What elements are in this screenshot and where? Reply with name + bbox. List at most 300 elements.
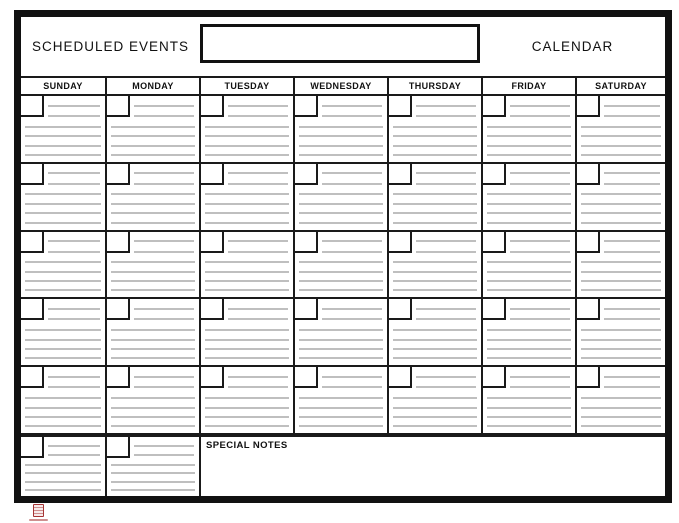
ruled-line xyxy=(48,376,100,378)
ruled-line xyxy=(111,271,195,273)
ruled-line xyxy=(25,126,101,128)
ruled-line xyxy=(205,193,289,195)
ruled-line xyxy=(487,212,571,214)
day-cell[interactable] xyxy=(389,232,483,298)
ruled-line xyxy=(510,308,570,310)
ruled-line xyxy=(487,416,571,418)
ruled-line xyxy=(416,308,476,310)
day-cell[interactable] xyxy=(577,96,665,162)
ruled-line xyxy=(205,348,289,350)
ruled-line xyxy=(111,472,195,474)
ruled-line xyxy=(416,115,476,117)
ruled-line xyxy=(111,212,195,214)
ruled-line xyxy=(134,115,194,117)
date-number-box[interactable] xyxy=(389,232,412,253)
ruled-line xyxy=(322,386,382,388)
ruled-line xyxy=(228,172,288,174)
ruled-line xyxy=(510,115,570,117)
ruled-line xyxy=(48,445,100,447)
ruled-line xyxy=(111,126,195,128)
ruled-line xyxy=(299,416,383,418)
date-number-box[interactable] xyxy=(21,232,44,253)
ruled-line xyxy=(228,251,288,253)
ruled-line xyxy=(322,308,382,310)
ruled-line xyxy=(205,329,289,331)
ruled-line xyxy=(393,425,477,427)
ruled-line xyxy=(25,289,101,291)
ruled-line xyxy=(299,145,383,147)
ruled-line xyxy=(205,203,289,205)
ruled-line xyxy=(134,251,194,253)
weekday-header-thursday xyxy=(389,78,483,94)
ruled-line xyxy=(487,289,571,291)
ruled-line xyxy=(25,261,101,263)
ruled-line xyxy=(393,397,477,399)
date-number-box[interactable] xyxy=(107,164,130,185)
weekday-header-row xyxy=(21,76,665,96)
ruled-line xyxy=(393,154,477,156)
date-number-box[interactable] xyxy=(577,367,600,388)
date-number-box[interactable] xyxy=(107,367,130,388)
brand-logo-text xyxy=(29,519,48,521)
ruled-line xyxy=(111,280,195,282)
date-number-box[interactable] xyxy=(295,299,318,320)
ruled-line xyxy=(581,348,661,350)
ruled-line xyxy=(510,376,570,378)
date-number-box[interactable] xyxy=(107,96,130,117)
ruled-line xyxy=(111,145,195,147)
ruled-line xyxy=(581,212,661,214)
week-row-2 xyxy=(21,164,665,232)
ruled-line xyxy=(393,145,477,147)
ruled-line xyxy=(299,357,383,359)
day-cell[interactable] xyxy=(21,232,107,298)
ruled-line xyxy=(134,386,194,388)
date-number-box[interactable] xyxy=(21,164,44,185)
ruled-line xyxy=(299,193,383,195)
day-cell[interactable] xyxy=(107,232,201,298)
ruled-line xyxy=(581,397,661,399)
special-notes-area[interactable] xyxy=(201,437,665,496)
day-cell[interactable] xyxy=(483,299,577,365)
ruled-line xyxy=(25,203,101,205)
date-number-box[interactable] xyxy=(389,96,412,117)
day-cell[interactable] xyxy=(107,299,201,365)
ruled-line xyxy=(111,481,195,483)
ruled-line xyxy=(604,386,660,388)
date-number-box[interactable] xyxy=(107,232,130,253)
ruled-line xyxy=(205,261,289,263)
day-cell[interactable] xyxy=(201,96,295,162)
ruled-line xyxy=(487,397,571,399)
day-cell[interactable] xyxy=(577,232,665,298)
month-name-box[interactable] xyxy=(200,24,480,63)
ruled-line xyxy=(111,222,195,224)
ruled-line xyxy=(25,397,101,399)
ruled-line xyxy=(604,251,660,253)
ruled-line xyxy=(487,193,571,195)
ruled-line xyxy=(581,126,661,128)
calendar-board xyxy=(14,10,672,503)
ruled-line xyxy=(299,135,383,137)
weekday-label: THURSDAY xyxy=(408,81,462,91)
date-number-box[interactable] xyxy=(577,299,600,320)
ruled-line xyxy=(25,271,101,273)
ruled-line xyxy=(48,454,100,456)
ruled-line xyxy=(48,240,100,242)
date-number-box[interactable] xyxy=(201,164,224,185)
date-number-box[interactable] xyxy=(21,367,44,388)
special-notes-label: SPECIAL NOTES xyxy=(206,440,288,451)
day-cell[interactable] xyxy=(201,164,295,230)
ruled-line xyxy=(205,126,289,128)
ruled-line xyxy=(25,416,101,418)
weekday-label: SATURDAY xyxy=(595,81,647,91)
day-cell[interactable] xyxy=(21,96,107,162)
ruled-line xyxy=(111,329,195,331)
ruled-line xyxy=(487,339,571,341)
date-number-box[interactable] xyxy=(107,437,130,458)
date-number-box[interactable] xyxy=(483,299,506,320)
ruled-line xyxy=(393,280,477,282)
ruled-line xyxy=(487,425,571,427)
ruled-line xyxy=(487,154,571,156)
ruled-line xyxy=(205,425,289,427)
ruled-line xyxy=(487,261,571,263)
date-number-box[interactable] xyxy=(201,232,224,253)
date-number-box[interactable] xyxy=(107,299,130,320)
ruled-line xyxy=(25,472,101,474)
ruled-line xyxy=(25,280,101,282)
day-cell[interactable] xyxy=(21,164,107,230)
ruled-line xyxy=(416,183,476,185)
ruled-line xyxy=(581,280,661,282)
ruled-line xyxy=(48,251,100,253)
ruled-line xyxy=(48,115,100,117)
ruled-line xyxy=(604,376,660,378)
weekday-header-friday xyxy=(483,78,577,94)
ruled-line xyxy=(416,318,476,320)
ruled-line xyxy=(393,126,477,128)
weekday-header-wednesday xyxy=(295,78,389,94)
ruled-line xyxy=(205,397,289,399)
ruled-line xyxy=(487,407,571,409)
ruled-line xyxy=(581,154,661,156)
ruled-line xyxy=(299,289,383,291)
ruled-line xyxy=(487,271,571,273)
ruled-line xyxy=(581,339,661,341)
ruled-line xyxy=(299,280,383,282)
ruled-line xyxy=(134,308,194,310)
ruled-line xyxy=(299,222,383,224)
ruled-line xyxy=(48,183,100,185)
ruled-line xyxy=(25,329,101,331)
ruled-line xyxy=(228,318,288,320)
date-number-box[interactable] xyxy=(201,299,224,320)
day-cell[interactable] xyxy=(577,367,665,433)
day-cell[interactable] xyxy=(389,367,483,433)
ruled-line xyxy=(322,251,382,253)
ruled-line xyxy=(25,489,101,491)
ruled-line xyxy=(510,251,570,253)
day-cell[interactable] xyxy=(107,96,201,162)
ruled-line xyxy=(393,289,477,291)
ruled-line xyxy=(25,348,101,350)
ruled-line xyxy=(322,240,382,242)
ruled-line xyxy=(581,261,661,263)
ruled-line xyxy=(322,172,382,174)
day-cell[interactable] xyxy=(295,164,389,230)
ruled-line xyxy=(299,329,383,331)
ruled-line xyxy=(25,425,101,427)
ruled-line xyxy=(393,212,477,214)
day-cell[interactable] xyxy=(107,164,201,230)
ruled-line xyxy=(581,135,661,137)
date-number-box[interactable] xyxy=(389,164,412,185)
ruled-line xyxy=(111,348,195,350)
ruled-line xyxy=(581,425,661,427)
date-number-box[interactable] xyxy=(21,96,44,117)
ruled-line xyxy=(393,329,477,331)
ruled-line xyxy=(604,308,660,310)
ruled-line xyxy=(510,318,570,320)
day-cell[interactable] xyxy=(483,164,577,230)
ruled-line xyxy=(487,126,571,128)
day-cell[interactable] xyxy=(107,367,201,433)
ruled-line xyxy=(322,318,382,320)
ruled-line xyxy=(205,154,289,156)
ruled-line xyxy=(581,416,661,418)
ruled-line xyxy=(25,339,101,341)
day-cell[interactable] xyxy=(21,437,107,496)
ruled-line xyxy=(111,416,195,418)
ruled-line xyxy=(48,308,100,310)
ruled-line xyxy=(581,271,661,273)
ruled-line xyxy=(487,348,571,350)
day-cell[interactable] xyxy=(201,367,295,433)
ruled-line xyxy=(299,261,383,263)
ruled-line xyxy=(134,376,194,378)
date-number-box[interactable] xyxy=(483,96,506,117)
ruled-line xyxy=(510,105,570,107)
weekday-label: FRIDAY xyxy=(511,81,547,91)
ruled-line xyxy=(487,357,571,359)
ruled-line xyxy=(416,251,476,253)
day-cell[interactable] xyxy=(201,299,295,365)
ruled-line xyxy=(604,240,660,242)
ruled-line xyxy=(299,348,383,350)
ruled-line xyxy=(134,183,194,185)
day-cell[interactable] xyxy=(483,232,577,298)
ruled-line xyxy=(111,425,195,427)
date-number-box[interactable] xyxy=(577,232,600,253)
date-number-box[interactable] xyxy=(483,164,506,185)
day-cell[interactable] xyxy=(389,96,483,162)
ruled-line xyxy=(228,105,288,107)
ruled-line xyxy=(25,481,101,483)
date-number-box[interactable] xyxy=(295,164,318,185)
ruled-line xyxy=(205,135,289,137)
day-cell[interactable] xyxy=(295,299,389,365)
ruled-line xyxy=(299,397,383,399)
ruled-line xyxy=(205,416,289,418)
ruled-line xyxy=(205,407,289,409)
day-cell[interactable] xyxy=(389,164,483,230)
ruled-line xyxy=(393,261,477,263)
ruled-line xyxy=(604,105,660,107)
ruled-line xyxy=(111,203,195,205)
date-number-box[interactable] xyxy=(201,367,224,388)
ruled-line xyxy=(510,386,570,388)
date-number-box[interactable] xyxy=(21,437,44,458)
day-cell[interactable] xyxy=(577,164,665,230)
date-number-box[interactable] xyxy=(483,232,506,253)
ruled-line xyxy=(228,240,288,242)
date-number-box[interactable] xyxy=(295,232,318,253)
ruled-line xyxy=(299,407,383,409)
weekday-header-sunday xyxy=(21,78,107,94)
ruled-line xyxy=(48,318,100,320)
ruled-line xyxy=(581,289,661,291)
day-cell[interactable] xyxy=(389,299,483,365)
day-cell[interactable] xyxy=(21,299,107,365)
ruled-line xyxy=(581,193,661,195)
weekday-label: TUESDAY xyxy=(224,81,270,91)
ruled-line xyxy=(416,240,476,242)
ruled-line xyxy=(393,193,477,195)
ruled-line xyxy=(134,445,194,447)
ruled-line xyxy=(581,222,661,224)
date-number-box[interactable] xyxy=(21,299,44,320)
day-cell[interactable] xyxy=(107,437,201,496)
ruled-line xyxy=(48,172,100,174)
ruled-line xyxy=(487,329,571,331)
ruled-line xyxy=(393,357,477,359)
date-number-box[interactable] xyxy=(201,96,224,117)
date-number-box[interactable] xyxy=(295,96,318,117)
ruled-line xyxy=(111,193,195,195)
ruled-line xyxy=(581,329,661,331)
ruled-line xyxy=(111,289,195,291)
ruled-line xyxy=(205,339,289,341)
ruled-line xyxy=(604,115,660,117)
ruled-line xyxy=(111,397,195,399)
week-row-4 xyxy=(21,299,665,367)
scheduled-events-title: SCHEDULED EVENTS xyxy=(31,39,190,54)
title-band xyxy=(21,17,665,76)
weekday-header-monday xyxy=(107,78,201,94)
ruled-line xyxy=(25,464,101,466)
ruled-line xyxy=(25,145,101,147)
day-cell[interactable] xyxy=(295,96,389,162)
ruled-line xyxy=(487,222,571,224)
day-cell[interactable] xyxy=(201,232,295,298)
ruled-line xyxy=(487,280,571,282)
ruled-line xyxy=(322,115,382,117)
ruled-line xyxy=(228,386,288,388)
week-rows xyxy=(21,96,665,433)
day-cell[interactable] xyxy=(577,299,665,365)
date-number-box[interactable] xyxy=(577,164,600,185)
day-cell[interactable] xyxy=(295,232,389,298)
ruled-line xyxy=(111,154,195,156)
ruled-line xyxy=(48,386,100,388)
ruled-line xyxy=(228,115,288,117)
ruled-line xyxy=(299,212,383,214)
ruled-line xyxy=(604,183,660,185)
week-row-1 xyxy=(21,96,665,164)
date-number-box[interactable] xyxy=(295,367,318,388)
weekday-label: WEDNESDAY xyxy=(310,81,372,91)
date-number-box[interactable] xyxy=(389,299,412,320)
ruled-line xyxy=(393,339,477,341)
ruled-line xyxy=(416,386,476,388)
day-cell[interactable] xyxy=(21,367,107,433)
ruled-line xyxy=(111,464,195,466)
bottom-row xyxy=(21,433,665,496)
ruled-line xyxy=(205,289,289,291)
day-cell[interactable] xyxy=(483,367,577,433)
weekday-label: MONDAY xyxy=(132,81,174,91)
ruled-line xyxy=(25,357,101,359)
ruled-line xyxy=(510,183,570,185)
ruled-line xyxy=(487,145,571,147)
ruled-line xyxy=(299,126,383,128)
date-number-box[interactable] xyxy=(483,367,506,388)
ruled-line xyxy=(205,222,289,224)
ruled-line xyxy=(322,376,382,378)
ruled-line xyxy=(228,308,288,310)
ruled-line xyxy=(111,489,195,491)
day-cell[interactable] xyxy=(295,367,389,433)
ruled-line xyxy=(205,145,289,147)
ruled-line xyxy=(134,454,194,456)
ruled-line xyxy=(111,135,195,137)
ruled-line xyxy=(299,339,383,341)
ruled-line xyxy=(134,105,194,107)
ruled-line xyxy=(205,212,289,214)
weekday-header-tuesday xyxy=(201,78,295,94)
ruled-line xyxy=(205,357,289,359)
date-number-box[interactable] xyxy=(389,367,412,388)
ruled-line xyxy=(581,145,661,147)
week-row-3 xyxy=(21,232,665,300)
ruled-line xyxy=(393,135,477,137)
ruled-line xyxy=(510,240,570,242)
ruled-line xyxy=(393,348,477,350)
day-cell[interactable] xyxy=(483,96,577,162)
ruled-line xyxy=(416,105,476,107)
ruled-line xyxy=(25,154,101,156)
ruled-line xyxy=(393,222,477,224)
ruled-line xyxy=(416,376,476,378)
date-number-box[interactable] xyxy=(577,96,600,117)
ruled-line xyxy=(322,183,382,185)
ruled-line xyxy=(25,193,101,195)
week-row-5 xyxy=(21,367,665,433)
ruled-line xyxy=(416,172,476,174)
ruled-line xyxy=(604,318,660,320)
ruled-line xyxy=(111,407,195,409)
ruled-line xyxy=(134,172,194,174)
ruled-line xyxy=(299,203,383,205)
ruled-line xyxy=(111,339,195,341)
ruled-line xyxy=(604,172,660,174)
ruled-line xyxy=(48,105,100,107)
ruled-line xyxy=(25,135,101,137)
ruled-line xyxy=(228,183,288,185)
brand-logo-icon xyxy=(33,504,44,517)
